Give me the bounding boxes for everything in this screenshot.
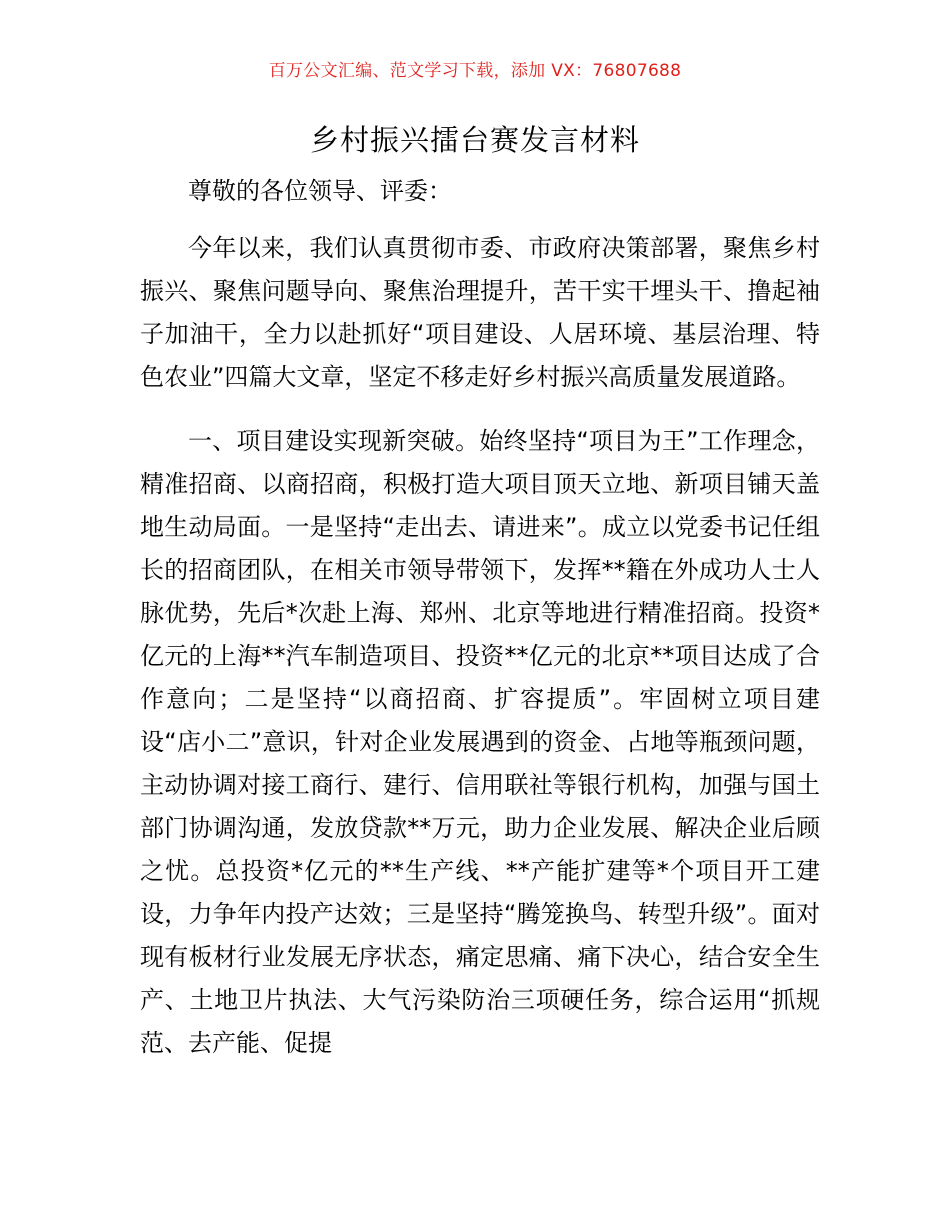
paragraph-project-construction: 一、项目建设实现新突破。始终坚持“项目为王”工作理念，精准招商、以商招商，积极打造大项目顶天立地、新项目铺天盖地生动局面。一是坚持“走出去、请进来”。成立以党委书记任组长的招商团队，在相关市领导带领下，发挥**籍在外成功人士人脉优势，先后*次赴上海、郑州、北京等地进行精准招商。投资*亿元的上海**汽车制造项目、投资**亿元的北京**项目达成了合作意向；二是坚持“以商招商、扩容提质”。牢固树立项目建设“店小二”意识，针对企业发展遇到的资金、占地等瓶颈问题，主动协调对接工商行、建行、信用联社等银行机构，加强与国土部门协调沟通，发放贷款**万元，助力企业发展、解决企业后顾之忧。总投资*亿元的**生产线、**产能扩建等*个项目开工建设，力争年内投产达效；三是坚持“腾笼换鸟、转型升级”。面对现有板材行业发展无序状态，痛定思痛、痛下决心，结合安全生产、土地卫片执法、大气污染防治三项硬任务，综合运用“抓规范、去产能、促提	[140, 427, 820, 1057]
document-title: 乡村振兴擂台赛发言材料	[309, 123, 640, 157]
document-body	[140, 227, 820, 1086]
salutation: 尊敬的各位领导、评委：	[188, 177, 452, 205]
paragraph-intro: 今年以来，我们认真贯彻市委、市政府决策部署，聚焦乡村振兴、聚焦问题导向、聚焦治理提升，苦干实干埋头干、撸起袖子加油干，全力以赴抓好“项目建设、人居环境、基层治理、特色农业”四篇大文章，坚定不移走好乡村振兴高质量发展道路。	[140, 234, 820, 391]
header-banner: 百万公文汇编、范文学习下载，添加 VX：76807688	[268, 61, 682, 81]
